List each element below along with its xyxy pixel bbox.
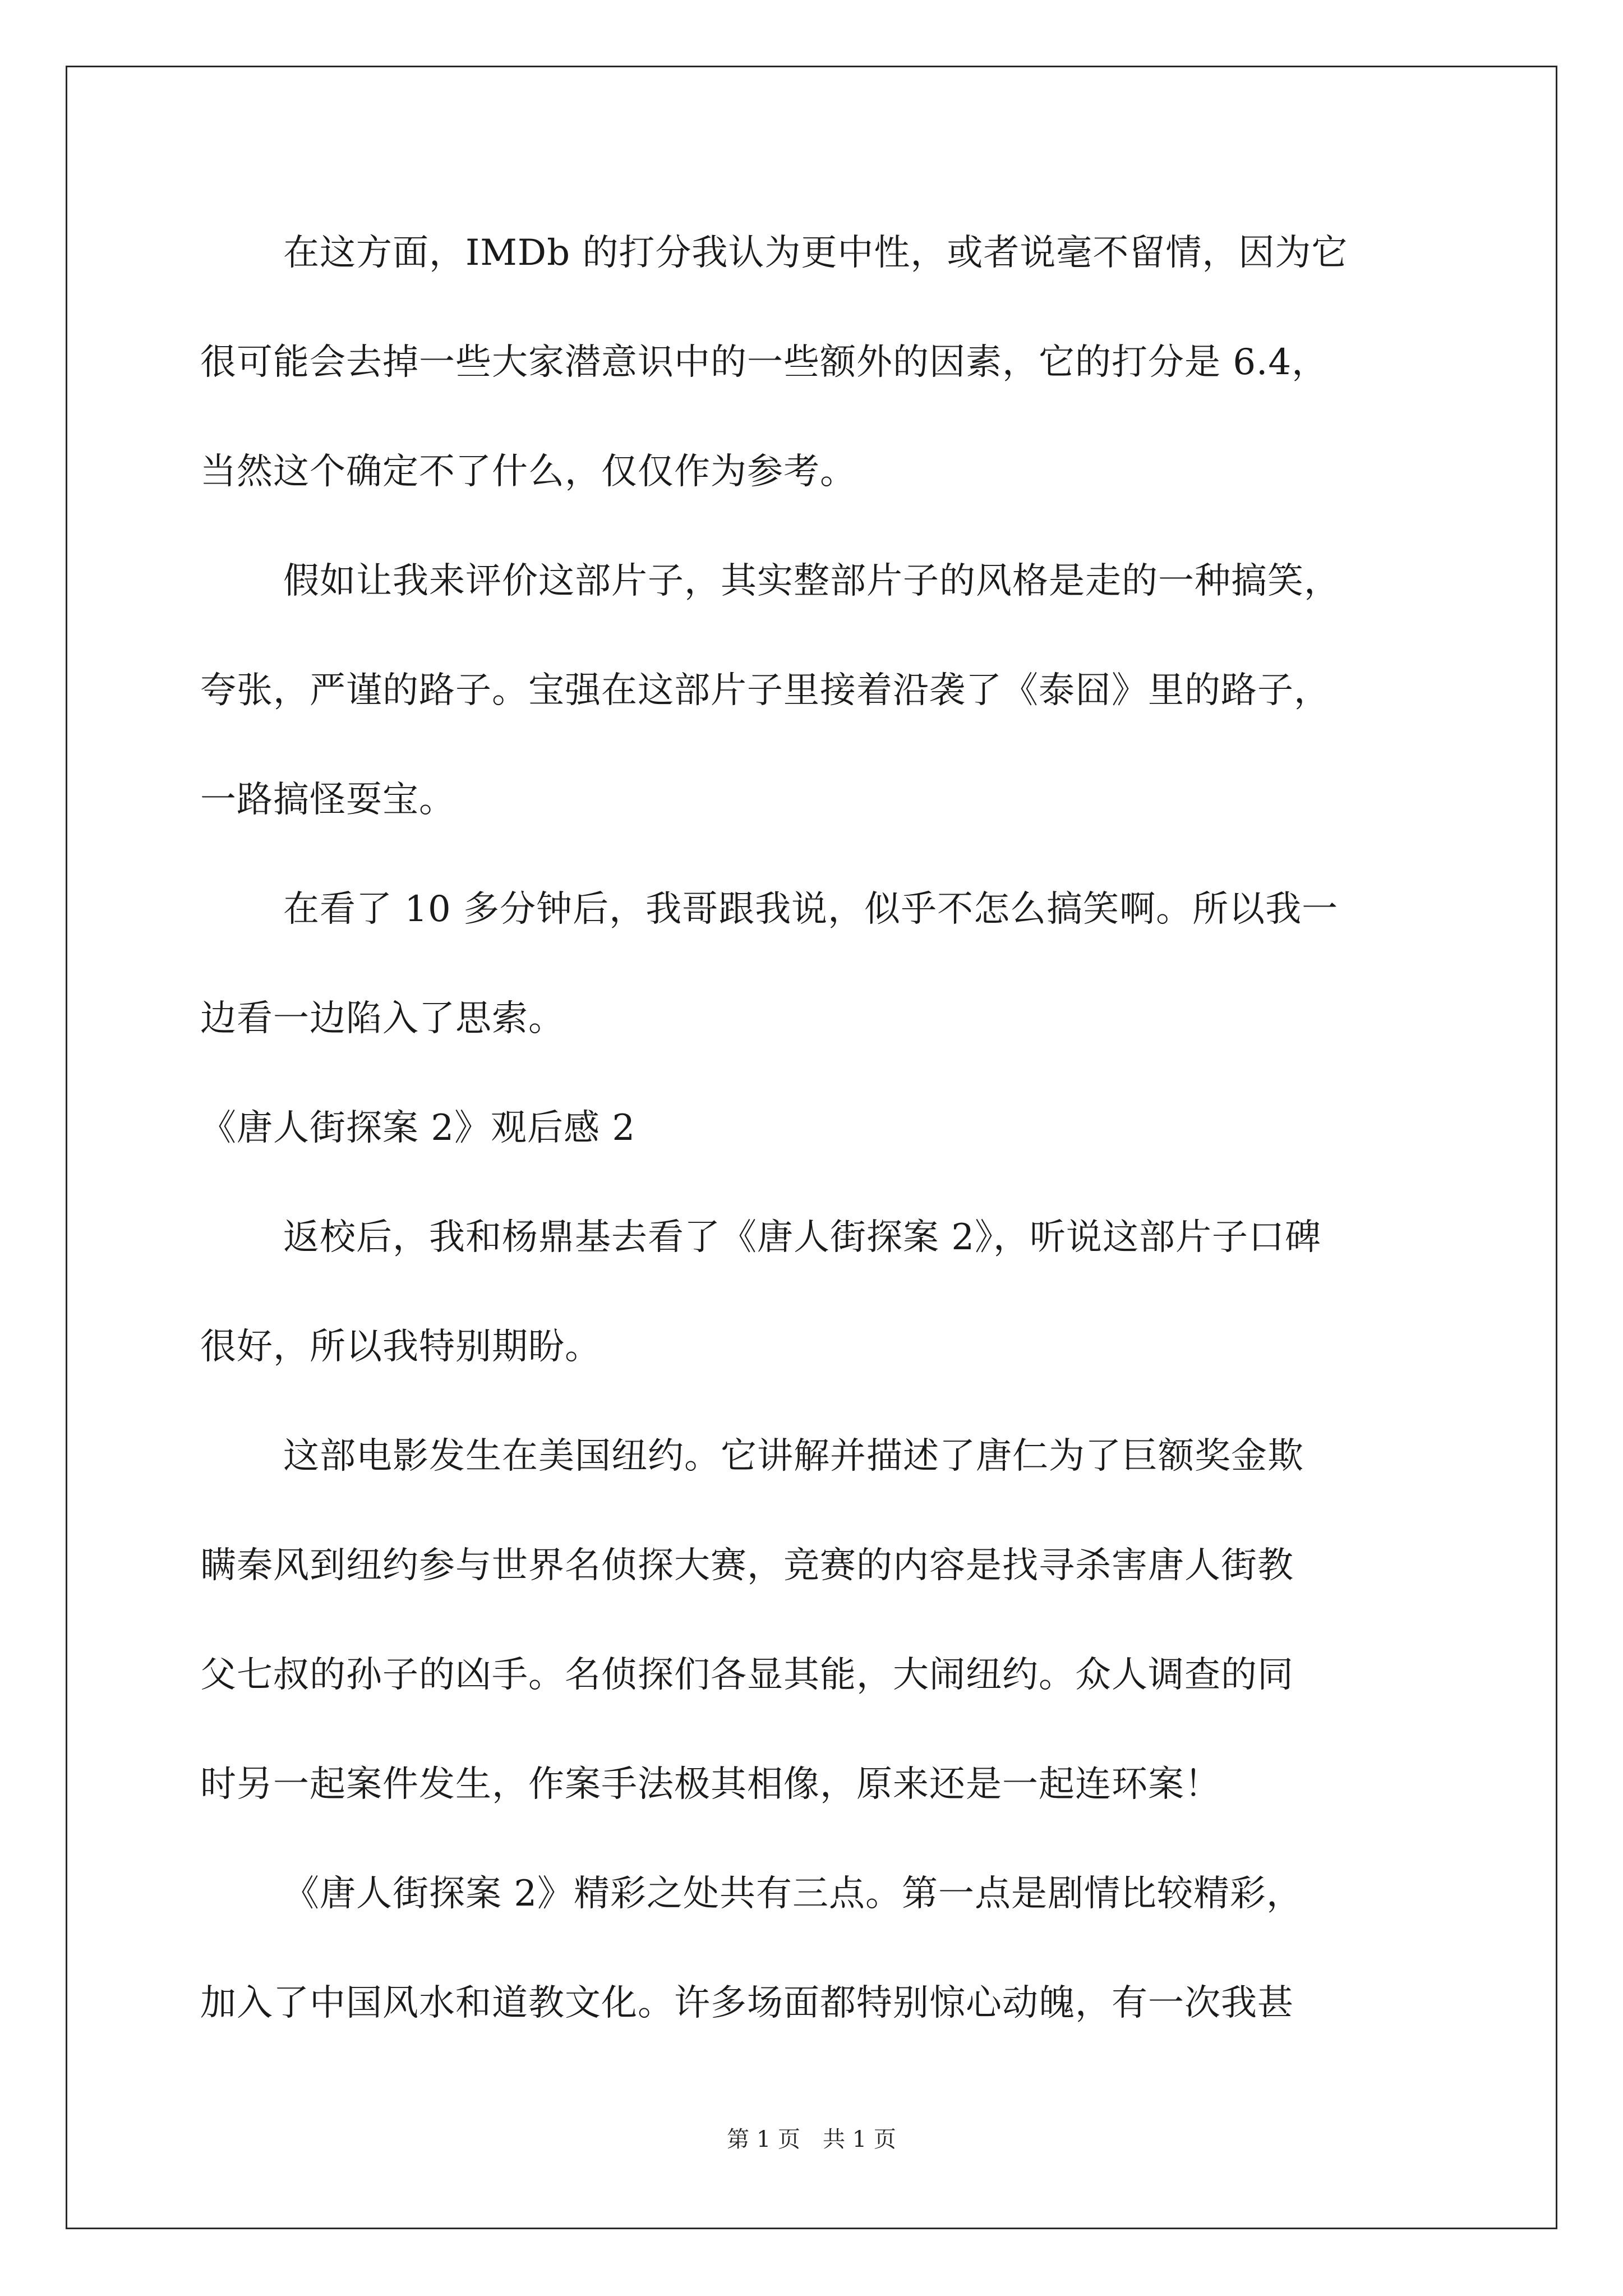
paragraph-line: 夸张，严谨的路子。宝强在这部片子里接着沿袭了《泰囧》里的路子，: [200, 670, 1330, 711]
page-number-footer: 第 1 页 共 1 页: [727, 2127, 896, 2152]
paragraph-line: 父七叔的孙子的凶手。名侦探们各显其能，大闹纽约。众人调查的同: [200, 1654, 1294, 1696]
section-heading: 《唐人街探案 2》观后感 2: [200, 1107, 636, 1149]
paragraph-line: 返校后，我和杨鼎基去看了《唐人街探案 2》，听说这部片子口碑: [283, 1217, 1322, 1258]
paragraph-line: 这部电影发生在美国纽约。它讲解并描述了唐仁为了巨额奖金欺: [283, 1435, 1304, 1477]
paragraph-line: 加入了中国风水和道教文化。许多场面都特别惊心动魄，有一次我甚: [200, 1982, 1294, 2024]
paragraph-line: 《唐人街探案 2》精彩之处共有三点。第一点是剧情比较精彩，: [283, 1873, 1303, 1915]
paragraph-line: 假如让我来评价这部片子，其实整部片子的风格是走的一种搞笑，: [283, 560, 1340, 602]
paragraph-line: 当然这个确定不了什么，仅仅作为参考。: [200, 451, 856, 493]
paragraph-line: 瞒秦风到纽约参与世界名侦探大赛，竞赛的内容是找寻杀害唐人街教: [200, 1545, 1294, 1586]
paragraph-line: 时另一起案件发生，作案手法极其相像，原来还是一起连环案！: [200, 1764, 1221, 1805]
paragraph-line: 很好，所以我特别期盼。: [200, 1326, 601, 1368]
paragraph-line: 在这方面，IMDb 的打分我认为更中性，或者说毫不留情，因为它: [283, 232, 1348, 274]
paragraph-line: 很可能会去掉一些大家潜意识中的一些额外的因素，它的打分是 6.4，: [200, 342, 1329, 383]
paragraph-line: 边看一边陷入了思索。: [200, 998, 565, 1039]
paragraph-line: 一路搞怪耍宝。: [200, 779, 455, 821]
paragraph-line: 在看了 10 多分钟后，我哥跟我说，似乎不怎么搞笑啊。所以我一: [283, 889, 1339, 930]
